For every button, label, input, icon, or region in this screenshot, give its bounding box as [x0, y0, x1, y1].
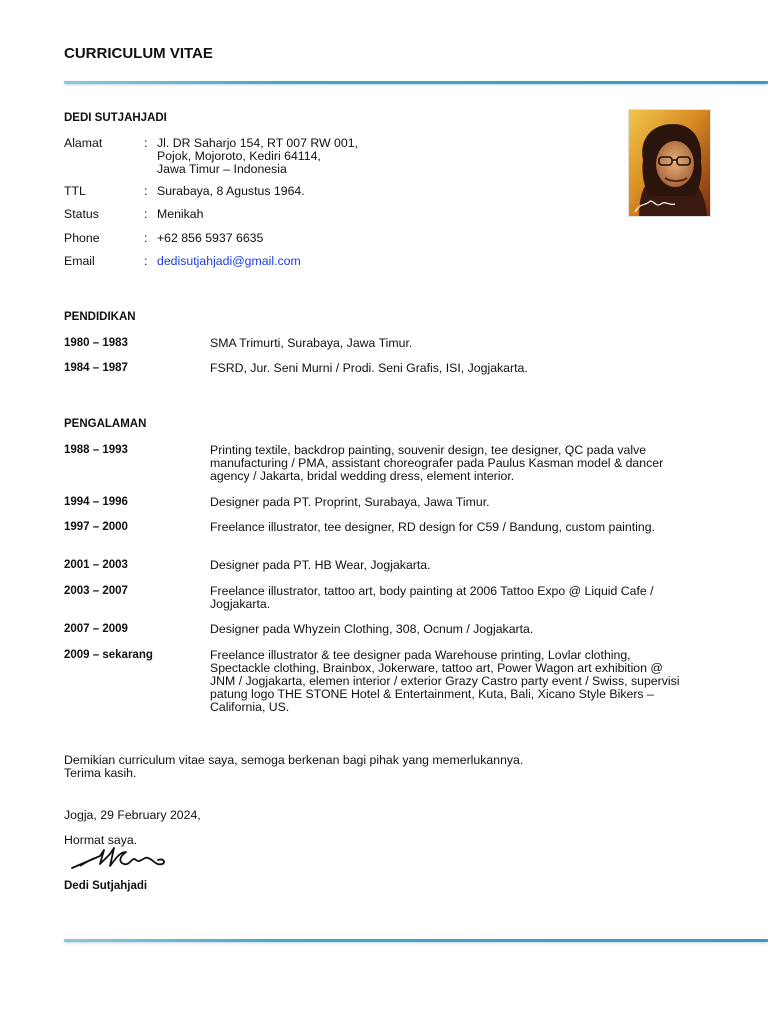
- colon: :: [144, 207, 148, 221]
- education-heading: PENDIDIKAN: [64, 311, 136, 323]
- experience-text: Designer pada PT. HB Wear, Jogjakarta.: [210, 558, 431, 572]
- closing-thanks: Terima kasih.: [64, 766, 137, 780]
- label-email: Email: [64, 254, 95, 268]
- closing-statement: Demikian curriculum vitae saya, semoga berkenan bagi pihak yang memerlukannya.: [64, 753, 524, 767]
- label-status: Status: [64, 207, 99, 221]
- profile-photo: [628, 109, 711, 217]
- colon: :: [144, 136, 148, 150]
- signer-name: Dedi Sutjahjadi: [64, 880, 148, 892]
- experience-years: 2003 – 2007: [64, 585, 128, 597]
- value-alamat: Jl. DR Saharjo 154, RT 007 RW 001, Pojok, Mojoroto, Kediri 64114, Jawa Timur – Indonesia: [157, 136, 358, 176]
- experience-years: 2007 – 2009: [64, 623, 128, 635]
- value-phone: +62 856 5937 6635: [157, 231, 264, 245]
- experience-heading: PENGALAMAN: [64, 418, 147, 430]
- header-rule: [64, 81, 768, 84]
- portrait-image: [629, 110, 710, 216]
- colon: :: [144, 231, 148, 245]
- value-status: Menikah: [157, 207, 204, 221]
- colon: :: [144, 254, 148, 268]
- handwritten-signature: [70, 846, 170, 872]
- label-ttl: TTL: [64, 184, 86, 198]
- experience-years: 1988 – 1993: [64, 444, 128, 456]
- experience-text: Freelance illustrator, tattoo art, body painting at 2006 Tattoo Expo @ Liquid Cafe / Jogjakarta.: [210, 584, 654, 611]
- experience-text: Printing textile, backdrop painting, souvenir design, tee designer, QC pada valve manufacturing / PMA, assistant choreografer pada Paulus Kasman model & dancer agency / Jakarta, bridal wedding dress, element interior.: [210, 443, 664, 483]
- value-ttl: Surabaya, 8 Agustus 1964.: [157, 184, 305, 198]
- label-phone: Phone: [64, 231, 100, 245]
- experience-text: Freelance illustrator, tee designer, RD design for C59 / Bandung, custom painting.: [210, 520, 655, 534]
- experience-years: 1997 – 2000: [64, 521, 128, 533]
- experience-text: Freelance illustrator & tee designer pada Warehouse printing, Lovlar clothing, Spectackle clothing, Brainbox, Jokerware, tattoo art, Power Wagon art exhibition @ JNM / Jogjakarta, elemen interior / exterior Grazy Castro party event / Swiss, supervisi patung logo THE STONE Hotel & Entertainment, Kuta, Bali, Xicano Style Bikers – California, US.: [210, 648, 680, 714]
- experience-years: 1994 – 1996: [64, 496, 128, 508]
- experience-years: 2001 – 2003: [64, 559, 128, 571]
- education-years: 1980 – 1983: [64, 337, 128, 349]
- place-date: Jogja, 29 February 2024,: [64, 808, 201, 822]
- experience-text: Designer pada Whyzein Clothing, 308, Ocnum / Jogjakarta.: [210, 622, 534, 636]
- label-alamat: Alamat: [64, 136, 103, 150]
- applicant-name: DEDI SUTJAHJADI: [64, 112, 167, 124]
- footer-rule: [64, 939, 768, 942]
- experience-years: 2009 – sekarang: [64, 649, 153, 661]
- document-title: CURRICULUM VITAE: [64, 45, 213, 62]
- experience-text: Designer pada PT. Proprint, Surabaya, Jawa Timur.: [210, 495, 490, 509]
- colon: :: [144, 184, 148, 198]
- education-text: SMA Trimurti, Surabaya, Jawa Timur.: [210, 336, 413, 350]
- regards: Hormat saya.: [64, 833, 138, 847]
- email-link[interactable]: dedisutjahjadi@gmail.com: [157, 254, 301, 268]
- education-years: 1984 – 1987: [64, 362, 128, 374]
- education-text: FSRD, Jur. Seni Murni / Prodi. Seni Grafis, ISI, Jogjakarta.: [210, 361, 528, 375]
